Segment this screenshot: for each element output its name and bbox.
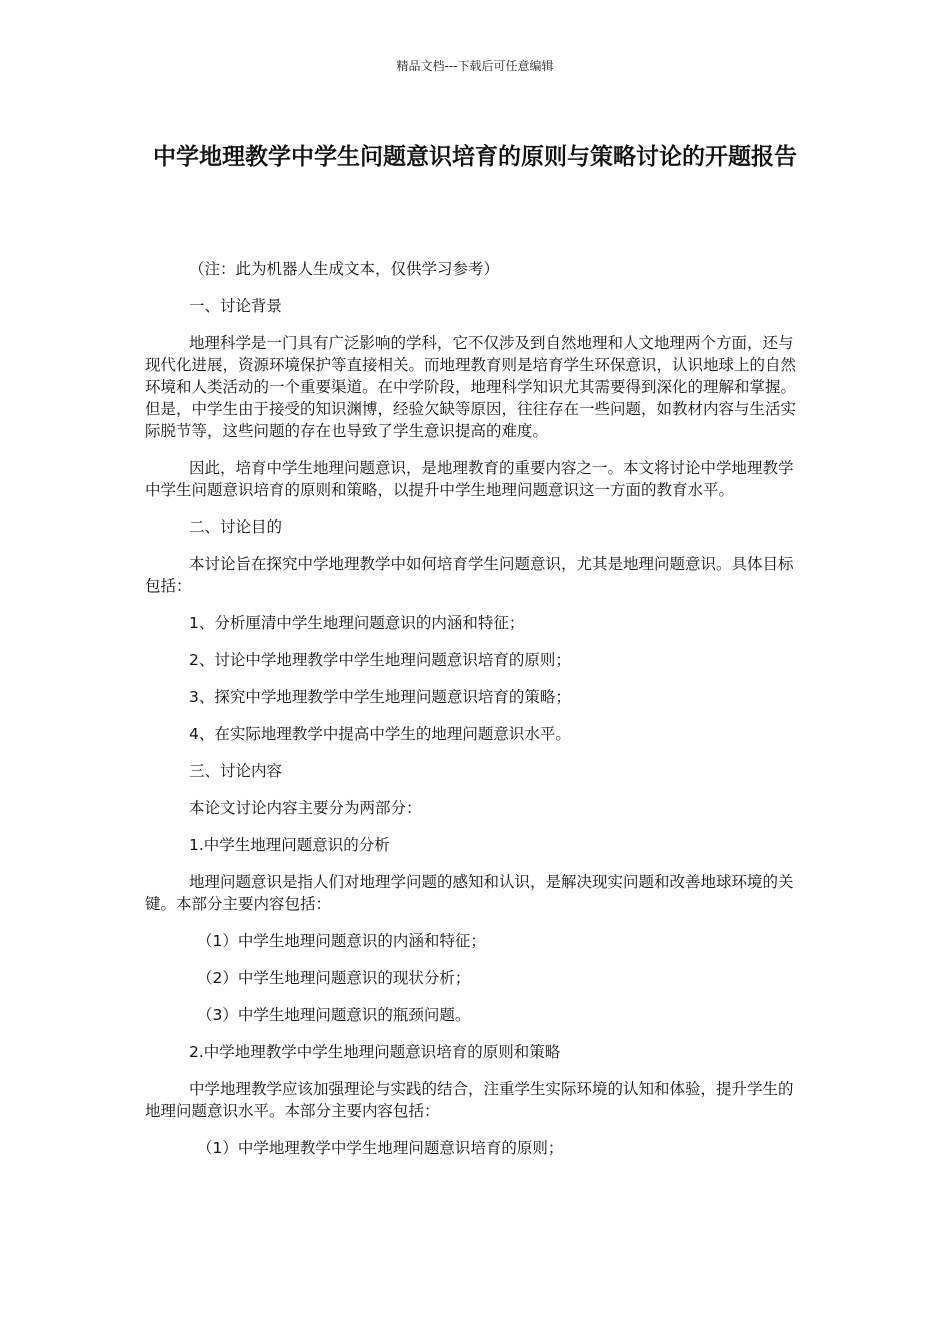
paragraph-background-1: 地理科学是一门具有广泛影响的学科，它不仅涉及到自然地理和人文地理两个方面，还与现代化进展，资源环境保护等直接相关。而地理教育则是培育学生环保意识，认识地球上的自然环境和人类活动的一个重要渠道。在中学阶段，地理科学知识尤其需要得到深化的理解和掌握。但是，中学生由于接受的知识渊博，经验欠缺等原因，往往存在一些问题，如教材内容与生活实际脱节等，这些问题的存在也导致了学生意识提高的难度。 <box>145 334 797 440</box>
header-note: 精品文档---下载后可任意编辑 <box>396 59 554 73</box>
list-item-goal-1: 1、分析厘清中学生地理问题意识的内涵和特征； <box>189 614 525 632</box>
paragraph-subsection-1: 地理问题意识是指人们对地理学问题的感知和认识，是解决现实问题和改善地球环境的关键。本部分主要内容包括： <box>145 873 794 913</box>
machine-note: （注：此为机器人生成文本，仅供学习参考） <box>189 260 500 278</box>
list-item-goal-3: 3、探究中学地理教学中学生地理问题意识培育的策略； <box>189 688 571 706</box>
paragraph-purpose: 本讨论旨在探究中学地理教学中如何培育学生问题意识，尤其是地理问题意识。具体目标包括： <box>145 555 794 595</box>
section-heading-content: 三、讨论内容 <box>189 762 283 780</box>
subsection-heading-1: 1.中学生地理问题意识的分析 <box>189 836 390 854</box>
list-item-sub1-3: （3）中学生地理问题意识的瓶颈问题。 <box>197 1006 471 1024</box>
section-heading-background: 一、讨论背景 <box>189 297 283 315</box>
paragraph-background-2: 因此，培育中学生地理问题意识，是地理教育的重要内容之一。本文将讨论中学地理教学中学生问题意识培育的原则和策略，以提升中学生地理问题意识这一方面的教育水平。 <box>145 459 794 499</box>
paragraph-content-intro: 本论文讨论内容主要分为两部分： <box>189 799 422 817</box>
list-item-sub1-1: （1）中学生地理问题意识的内涵和特征； <box>197 932 486 950</box>
list-item-sub2-1: （1）中学地理教学中学生地理问题意识培育的原则； <box>197 1139 564 1157</box>
subsection-heading-2: 2.中学地理教学中学生地理问题意识培育的原则和策略 <box>189 1043 561 1061</box>
document-body <box>145 258 805 1174</box>
list-item-goal-4: 4、在实际地理教学中提高中学生的地理问题意识水平。 <box>189 725 571 743</box>
paragraph-subsection-2: 中学地理教学应该加强理论与实践的结合，注重学生实际环境的认知和体验，提升学生的地理问题意识水平。本部分主要内容包括： <box>145 1080 794 1120</box>
list-item-goal-2: 2、讨论中学地理教学中学生地理问题意识培育的原则； <box>189 651 571 669</box>
section-heading-purpose: 二、讨论目的 <box>189 518 283 536</box>
document-title: 中学地理教学中学生问题意识培育的原则与策略讨论的开题报告 <box>153 144 797 170</box>
list-item-sub1-2: （2）中学生地理问题意识的现状分析； <box>197 969 471 987</box>
